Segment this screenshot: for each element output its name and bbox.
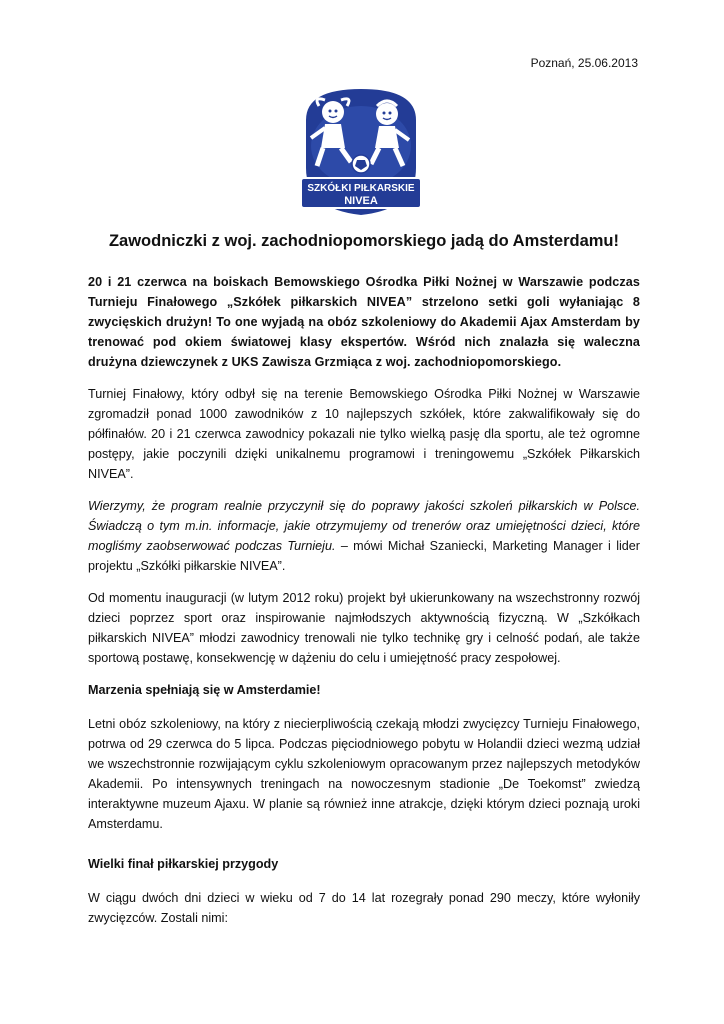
paragraph-camp: Letni obóz szkoleniowy, na który z niecierpliwością czekają młodzi zwycięzcy Turnieju Finałowego, potrwa od 29 czerwca do 5 lipca. Podczas pięciodniowego pobytu w Holandii dzieci wezmą udział we wszechstronnie rozwijającym cyklu szkoleniowym opracowanym przez najlepszych metodyków Akademii. Po intensywnych treningach na nowoczesnym stadionie „De Toekomst” zwiedzą interaktywne muzeum Ajaxu. W planie są również inne atrakcje, dzięki którym dzieci poznają uroki Amsterdamu. (88, 717, 640, 831)
paragraph-quote (88, 496, 640, 576)
logo-text-line2: NIVEA (344, 195, 378, 207)
quote-text: Wierzymy, że program realnie przyczynił się do poprawy jakości szkoleń piłkarskich w Polsce. Świadczą o tym m.in. informacje, jakie otrzymujemy od trenerów oraz umiejętności dzieci, które mogliśmy zaobserwować podczas Turnieju. (88, 499, 640, 553)
section-heading-amsterdam: Marzenia spełniają się w Amsterdamie! (88, 683, 321, 697)
document-date: Poznań, 25.06.2013 (530, 56, 638, 70)
logo-text-line1: SZKÓŁKI PIŁKARSKIE (307, 183, 415, 194)
section-heading-final: Wielki finał piłkarskiej przygody (88, 857, 279, 871)
article-title: Zawodniczki z woj. zachodniopomorskiego jadą do Amsterdamu! (108, 232, 620, 250)
paragraph-project: Od momentu inauguracji (w lutym 2012 roku) projekt był ukierunkowany na wszechstronny rozwój dzieci poprzez sport oraz inspirowanie najmłodszych aktywnością fizyczną. W „Szkółkach piłkarskich NIVEA” młodzi zawodnicy trenowali nie tylko technikę gry i celność podań, ale także sportową postawę, konsekwencję w dążeniu do celu i umiejętność pracy zespołowej. (88, 591, 640, 665)
paragraph-matches: W ciągu dwóch dni dzieci w wieku od 7 do 14 lat rozegrały ponad 290 meczy, które wyłoniły zwycięzców. Zostali nimi: (88, 891, 640, 925)
article-body (88, 272, 640, 940)
szkolki-pilkarskie-nivea-logo (295, 84, 427, 220)
paragraph-tournament: Turniej Finałowy, który odbył się na terenie Bemowskiego Ośrodka Piłki Nożnej w Warszawie zgromadził ponad 1000 zawodników z 10 najlepszych szkółek, które zakwalifikowały się do półfinałów. 20 i 21 czerwca zawodnicy pokazali nie tylko wielką pasję dla sportu, ale też ogromne postępy, jakie poczynili dzięki unikalnemu programowi i treningowemu „Szkółek Piłkarskich NIVEA”. (88, 387, 640, 481)
lead-paragraph: 20 i 21 czerwca na boiskach Bemowskiego Ośrodka Piłki Nożnej w Warszawie podczas Turnieju Finałowego „Szkółek piłkarskich NIVEA” strzelono setki goli wyłaniając 8 zwycięskich drużyn! To one wyjadą na obóz szkoleniowy do Akademii Ajax Amsterdam by trenować pod okiem światowej klasy ekspertów. Wśród nich znalazła się waleczna drużyna dziewczynek z UKS Zawisza Grzmiąca z woj. zachodniopomorskiego. (88, 275, 640, 369)
quote-attribution: – mówi Michał Szaniecki, Marketing Manager i lider projektu „Szkółki piłkarskie NIVEA”. (88, 539, 640, 573)
